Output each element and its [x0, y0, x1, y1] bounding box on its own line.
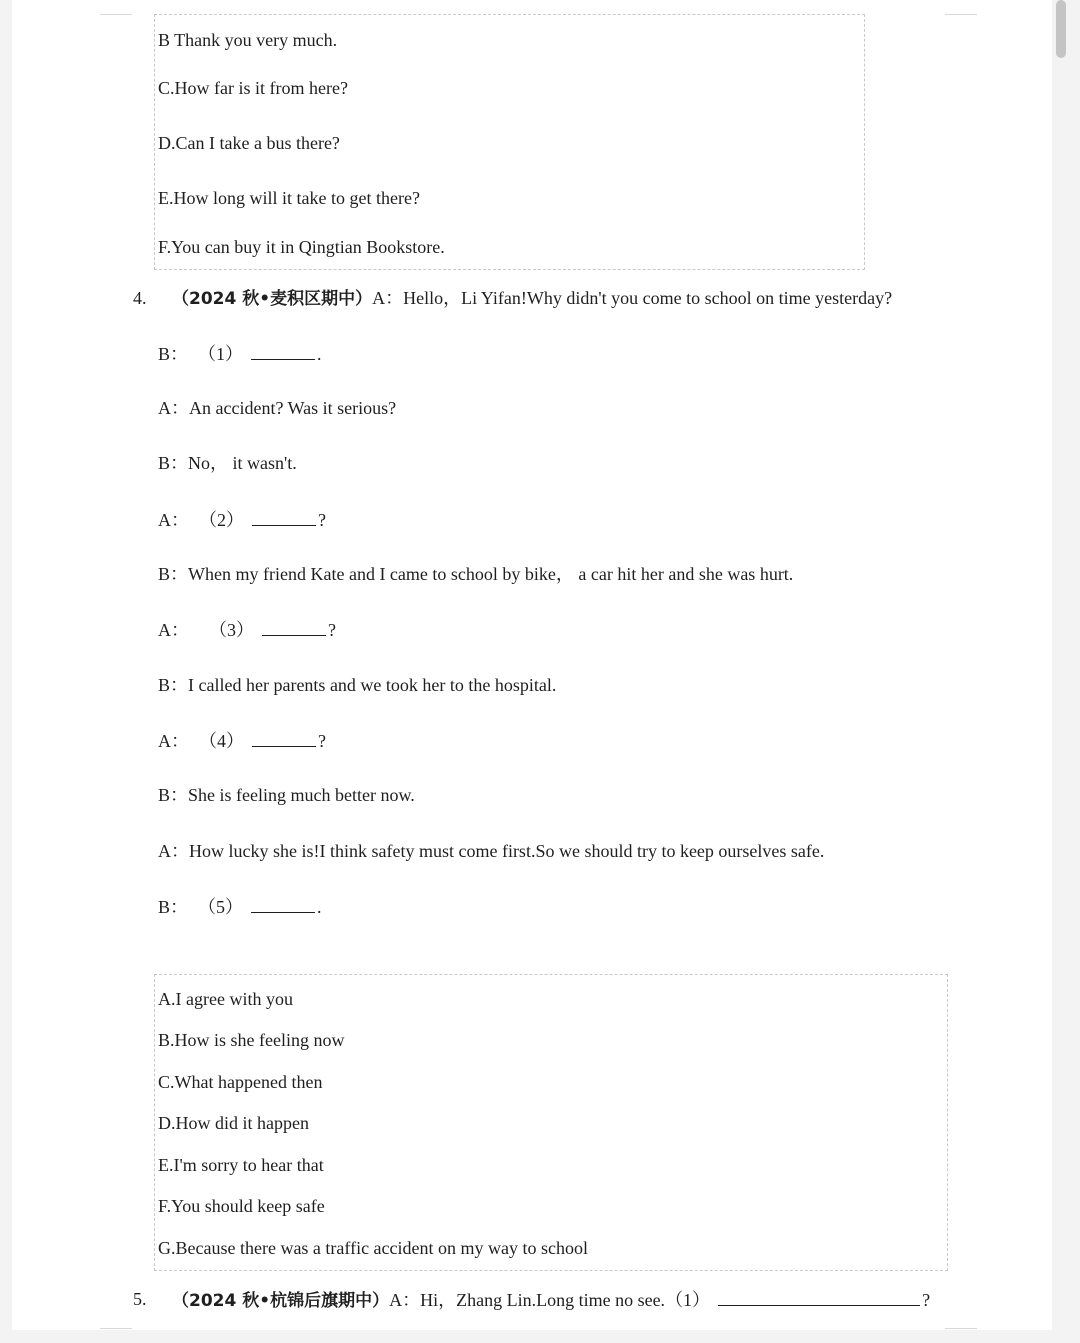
answer-blank[interactable]: [262, 617, 326, 636]
speaker-label: B：: [158, 344, 189, 364]
speaker-label: B：: [158, 453, 189, 473]
dialogue-text: No， it wasn't.: [188, 453, 297, 473]
dialogue-line: [158, 562, 793, 586]
blank-number: （1）: [198, 344, 244, 364]
option-item: B Thank you very much.: [158, 30, 338, 50]
speaker-label: B：: [158, 564, 189, 584]
option-item: A.I agree with you: [158, 989, 293, 1009]
option-item: C.How far is it from here?: [158, 78, 348, 98]
speaker-label: A：: [158, 841, 189, 861]
dialogue-text: An accident? Was it serious?: [189, 398, 397, 418]
option-item: G.Because there was a traffic accident on my way to school: [158, 1238, 589, 1258]
question-number: 5.: [133, 1289, 147, 1309]
dialogue-text: I called her parents and we took her to the hospital.: [188, 675, 557, 695]
speaker-label: A：: [158, 398, 189, 418]
dialogue-line: [158, 396, 396, 420]
speaker-label: A：: [158, 510, 189, 530]
dialogue-line: [158, 617, 336, 642]
question-intro: A：Hello，Li Yifan!Why didn't you come to school on time yesterday?: [372, 288, 893, 308]
speaker-label: A：: [158, 620, 189, 640]
answer-blank[interactable]: [718, 1287, 920, 1306]
page-corner-mark: [100, 0, 132, 15]
option-item: F.You can buy it in Qingtian Bookstore.: [158, 237, 445, 257]
question-number: 4.: [133, 288, 147, 308]
dialogue-line: [158, 451, 297, 475]
answer-blank[interactable]: [251, 341, 315, 360]
dialogue-text: When my friend Kate and I came to school by bike， a car hit her and she was hurt.: [188, 564, 794, 584]
answer-blank[interactable]: [252, 728, 316, 747]
scrollbar-thumb[interactable]: [1056, 0, 1066, 58]
line-end: ?: [318, 510, 326, 530]
question-source: （2024 秋•麦积区期中）: [172, 289, 373, 309]
line-end: ?: [328, 620, 336, 640]
speaker-label: B：: [158, 897, 189, 917]
speaker-label: B：: [158, 785, 189, 805]
question-5-header: [172, 1287, 930, 1313]
option-item: D.How did it happen: [158, 1113, 309, 1133]
speaker-label: B：: [158, 675, 189, 695]
question-source: （2024 秋•杭锦后旗期中）: [172, 1291, 390, 1311]
blank-number: （3）: [209, 620, 254, 640]
page-corner-mark: [945, 1328, 977, 1343]
question-4-header: [172, 286, 892, 311]
option-item: F.You should keep safe: [158, 1196, 325, 1216]
dialogue-line: [158, 894, 322, 919]
dialogue-line: [158, 507, 326, 532]
dialogue-text: How lucky she is!I think safety must come first.So we should try to keep ourselves safe.: [189, 841, 825, 861]
dialogue-line: [158, 839, 824, 863]
blank-number: （5）: [198, 897, 244, 917]
question-intro: A：Hi，Zhang Lin.Long time no see.: [389, 1290, 666, 1310]
page-corner-mark: [100, 1328, 132, 1343]
dialogue-line: [158, 783, 415, 807]
answer-blank[interactable]: [251, 894, 315, 913]
line-end: .: [317, 897, 322, 917]
blank-number: （4）: [199, 731, 244, 751]
line-end: .: [317, 344, 322, 364]
option-item: E.How long will it take to get there?: [158, 188, 420, 208]
dialogue-text: She is feeling much better now.: [188, 785, 415, 805]
option-item: D.Can I take a bus there?: [158, 133, 340, 153]
option-item: E.I'm sorry to hear that: [158, 1155, 324, 1175]
dialogue-line: [158, 341, 322, 366]
option-item: C.What happened then: [158, 1072, 323, 1092]
line-end: ?: [922, 1290, 931, 1310]
option-item: B.How is she feeling now: [158, 1030, 345, 1050]
blank-number: （2）: [199, 510, 244, 530]
dialogue-line: [158, 728, 326, 753]
answer-blank[interactable]: [252, 507, 316, 526]
dialogue-line: [158, 673, 556, 697]
page-corner-mark: [945, 0, 977, 15]
speaker-label: A：: [158, 731, 189, 751]
line-end: ?: [318, 731, 326, 751]
blank-number: （1）: [665, 1290, 711, 1310]
